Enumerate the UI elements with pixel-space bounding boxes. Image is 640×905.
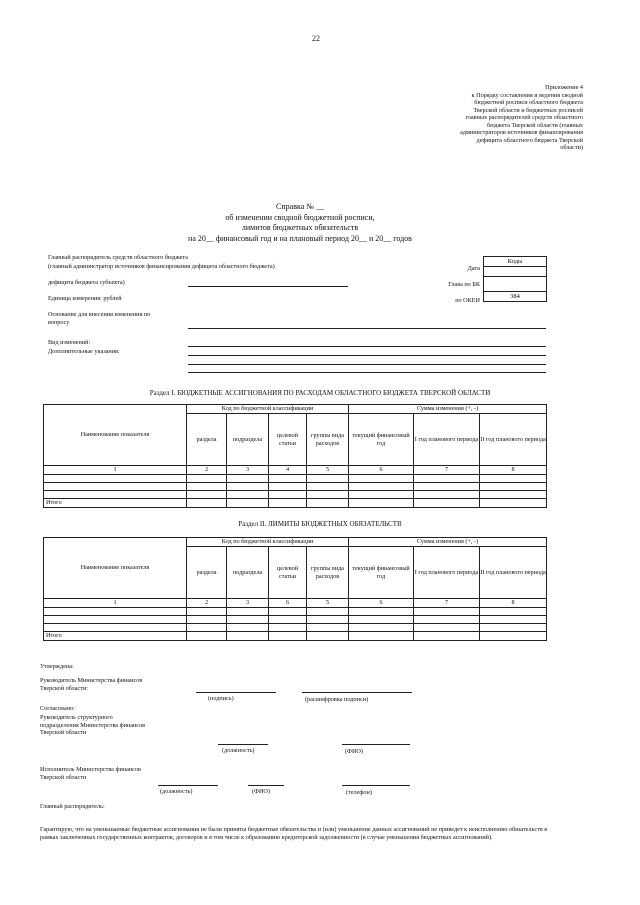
table-row — [44, 624, 547, 632]
okei-label: по ОКЕИ — [455, 297, 480, 304]
fio-caption: (ФИО) — [345, 748, 363, 755]
guarantee-text: Гарантирую, что на уменьшаемые бюджетные ассигнования не были приняты бюджетные обязательства и (или) уменьшение данных ассигнований не приведет к неисполнению обязательств в рамках заключенных государственных контрактов, договоров и в том числе к образованию кредиторской задолженности (в случае уменьшения бюджетных ассигнований). — [40, 826, 548, 841]
exec-fio-line[interactable] — [248, 785, 284, 786]
s2-num: 3 — [227, 599, 269, 608]
signature-caption: (подпись) — [208, 695, 234, 702]
s1-total-label: Итого — [44, 499, 187, 508]
s2-num: 6 — [349, 599, 414, 608]
s1-col-plan-year-1: I год планового периода — [414, 414, 480, 466]
s1-col-plan-year-2: II год планового периода — [480, 414, 547, 466]
approved-label: Утверждена: — [40, 663, 74, 670]
manager-input-line[interactable] — [188, 286, 348, 287]
struct-position-line[interactable] — [218, 744, 268, 745]
s1-col-subsection: подраздела — [227, 414, 269, 466]
s1-col-current-year: текущий финансовый год — [349, 414, 414, 466]
document-title: Справка № __ об изменении сводной бюджетной росписи, лимитов бюджетных обязательств на 20__ финансовый год и на плановый период 20__ и 20__ годов — [188, 202, 412, 243]
exec-position-caption: (должность) — [160, 788, 193, 795]
appendix-note: Приложение 4 к Порядку составления и ведения сводной бюджетной росписи областного бюджета Тверской области и бюджетных росписей главных распорядителей средств областного бюджета Тверской области (главных администраторов источников финансирования дефицита областного бюджета Тверской области) — [460, 84, 583, 151]
s2-num: 6 — [269, 599, 307, 608]
s2-num: 2 — [187, 599, 227, 608]
s2-col-subsection: подраздела — [227, 547, 269, 599]
agreed-label: Согласовано: — [40, 705, 75, 712]
table-row — [44, 483, 547, 491]
s1-num: 8 — [480, 466, 547, 475]
s2-group-sum: Сумма изменения (+, -) — [349, 538, 547, 547]
s1-num: 1 — [44, 466, 187, 475]
total-row — [44, 499, 547, 508]
codes-box — [483, 256, 547, 302]
main-manager-label: Главный распорядитель средств областного бюджета — [48, 254, 188, 261]
date-label: Дата — [467, 265, 480, 272]
s1-col-target: целевой статьи — [269, 414, 307, 466]
s1-num: 4 — [269, 466, 307, 475]
s1-num: 5 — [307, 466, 349, 475]
extra-input-line-1[interactable] — [188, 355, 546, 356]
exec-position-line[interactable] — [158, 785, 218, 786]
section1-title: Раздел I. БЮДЖЕТНЫЕ АССИГНОВАНИЯ ПО РАСХОДАМ ОБЛАСТНОГО БЮДЖЕТА ТВЕРСКОЙ ОБЛАСТИ — [149, 389, 491, 397]
table-row — [44, 608, 547, 616]
extra-label: Дополнительные указания: — [48, 348, 120, 355]
exec-fio-caption: (ФИО) — [252, 788, 270, 795]
s2-total-label: Итого — [44, 632, 187, 641]
s2-num: 8 — [480, 599, 547, 608]
deficit-label: дефицита бюджета субъекта) — [48, 279, 125, 286]
s1-num: 3 — [227, 466, 269, 475]
s1-group-code: Код по бюджетной классификации — [187, 405, 349, 414]
s1-num: 7 — [414, 466, 480, 475]
head-decode-line[interactable] — [302, 692, 412, 693]
basis-label: Основание для внесения изменения по вопросу — [48, 311, 151, 326]
s1-col-section: раздела — [187, 414, 227, 466]
main-admin-label: (главный администратор источников финансирования дефицита областного бюджета) — [48, 263, 275, 270]
signature-decode-caption: (расшифровка подписи) — [305, 696, 369, 703]
date-cell[interactable] — [484, 267, 547, 277]
basis-input-line[interactable] — [188, 328, 546, 329]
page-number: 22 — [312, 34, 320, 43]
s2-num: 5 — [307, 599, 349, 608]
s2-col-name: Наименование показателя — [44, 538, 187, 599]
change-type-input-line[interactable] — [188, 346, 546, 347]
table-row — [44, 616, 547, 624]
struct-head-label: Руководитель структурного подразделения Министерства финансов Тверской области — [40, 714, 146, 736]
total-row — [44, 632, 547, 641]
main-manager-sign-label: Главный распорядитель: — [40, 803, 105, 810]
chapter-label: Глава по БК — [448, 281, 480, 288]
unit-label: Единица измерения: рублей — [48, 295, 122, 302]
s2-col-section: раздела — [187, 547, 227, 599]
position-caption: (должность) — [222, 747, 255, 754]
extra-input-line-3[interactable] — [188, 372, 546, 373]
struct-fio-line[interactable] — [342, 744, 410, 745]
table-row — [44, 475, 547, 483]
s2-num: 1 — [44, 599, 187, 608]
extra-input-line-2[interactable] — [188, 364, 546, 365]
s2-col-plan-year-2: II год планового периода — [480, 547, 547, 599]
section1-table — [43, 404, 547, 508]
s2-col-current-year: текущий финансовый год — [349, 547, 414, 599]
exec-phone-line[interactable] — [342, 785, 410, 786]
head-signature-line[interactable] — [196, 692, 276, 693]
chapter-cell[interactable] — [484, 277, 547, 292]
s1-col-name: Наименование показателя — [44, 405, 187, 466]
codes-header: Коды — [484, 257, 547, 267]
okei-cell: 384 — [484, 292, 547, 302]
s2-col-expense-group: группы вида расходов — [307, 547, 349, 599]
s1-num: 2 — [187, 466, 227, 475]
phone-caption: (телефон) — [346, 789, 372, 796]
section2-table — [43, 537, 547, 641]
head-label: Руководитель Министерства финансов Тверской области: — [40, 677, 143, 692]
change-type-label: Вид изменений: — [48, 339, 91, 346]
table-row — [44, 491, 547, 499]
s2-num: 7 — [414, 599, 480, 608]
s2-col-plan-year-1: I год планового периода — [414, 547, 480, 599]
s1-num: 6 — [349, 466, 414, 475]
executor-label: Исполнитель Министерства финансов Тверской области — [40, 766, 141, 781]
s1-col-expense-group: группы вида расходов — [307, 414, 349, 466]
s2-col-target: целевой статьи — [269, 547, 307, 599]
s1-group-sum: Сумма изменения (+, -) — [349, 405, 547, 414]
s2-group-code: Код по бюджетной классификации — [187, 538, 349, 547]
section2-title: Раздел II. ЛИМИТЫ БЮДЖЕТНЫХ ОБЯЗАТЕЛЬСТВ — [238, 520, 402, 528]
